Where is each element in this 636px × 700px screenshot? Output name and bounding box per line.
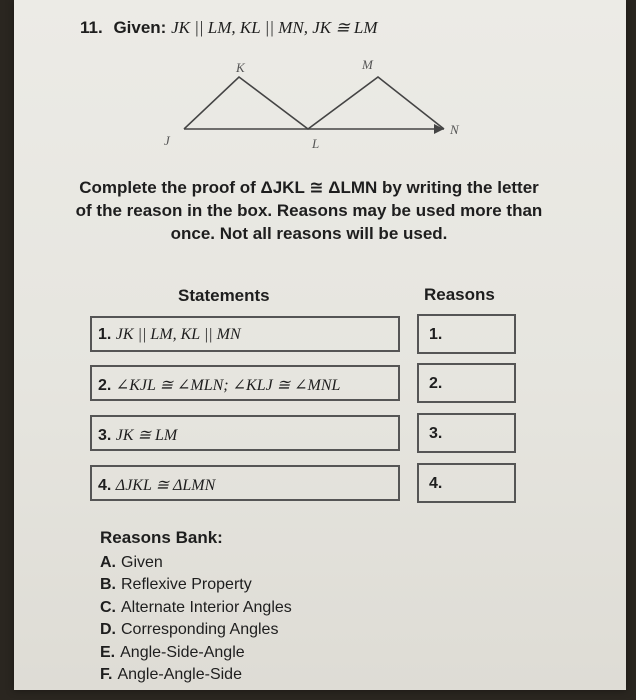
reason-box-3[interactable]: 3. <box>417 413 516 453</box>
bank-letter: D. <box>100 621 116 638</box>
statement-text: JK ≅ LM <box>115 427 178 444</box>
problem-number: 11. <box>80 18 103 37</box>
bank-text: Given <box>121 553 163 571</box>
bank-item-f <box>100 664 292 687</box>
reason-box-4[interactable]: 4. <box>417 463 516 503</box>
bank-text: Angle-Angle-Side <box>117 666 242 683</box>
vertex-label-k: K <box>236 60 245 75</box>
statement-4 <box>90 465 400 501</box>
triangle-outline <box>184 77 444 129</box>
statement-text: ΔJKL ≅ ΔLMN <box>115 477 216 494</box>
reason-box-1[interactable]: 1. <box>417 314 516 354</box>
statement-number: 1. <box>98 326 112 343</box>
bank-item-a <box>100 552 292 575</box>
vertex-label-m: M <box>362 57 373 72</box>
statement-number: 3. <box>98 427 112 444</box>
bank-text: Alternate Interior Angles <box>121 598 292 616</box>
bank-item-c <box>100 597 292 620</box>
bank-letter: F. <box>100 666 113 683</box>
given-line <box>80 18 378 38</box>
statement-text: JK || LM, KL || MN <box>115 326 241 343</box>
bank-letter: E. <box>100 643 116 661</box>
bank-title: Reasons Bank: <box>100 528 223 547</box>
reason-box-2[interactable]: 2. <box>417 363 516 403</box>
vertex-label-n: N <box>450 122 459 137</box>
bank-text: Corresponding Angles <box>121 621 279 638</box>
statement-number: 4. <box>98 477 112 494</box>
bank-text: Reflexive Property <box>121 576 252 593</box>
statement-1 <box>90 316 400 352</box>
bank-item-d <box>100 619 292 642</box>
bank-item-e <box>100 642 292 665</box>
bank-item-b <box>100 574 292 597</box>
vertex-label-j: J <box>164 133 170 148</box>
statement-text: ∠KJL ≅ ∠MLN; ∠KLJ ≅ ∠MNL <box>115 377 341 394</box>
reasons-bank <box>100 527 292 687</box>
vertex-label-l: L <box>312 136 320 151</box>
worksheet-page <box>14 0 626 690</box>
instructions: Complete the proof of ΔJKL ≅ ΔLMN by writing the letter of the reason in the box. Reasons may be used more than once. Not all reasons will be used. <box>75 178 543 243</box>
statements-header: Statements <box>178 286 270 305</box>
statement-number: 2. <box>98 377 112 394</box>
given-statement: JK || LM, KL || MN, JK ≅ LM <box>171 18 378 37</box>
given-label: Given: <box>113 18 167 37</box>
bank-letter: A. <box>100 553 116 571</box>
bank-text: Angle-Side-Angle <box>120 643 245 661</box>
reasons-header: Reasons <box>424 285 495 304</box>
statement-3 <box>90 415 400 451</box>
bank-letter: C. <box>100 598 116 616</box>
statement-2 <box>90 365 400 401</box>
bank-letter: B. <box>100 576 116 593</box>
triangle-diagram <box>154 52 474 152</box>
